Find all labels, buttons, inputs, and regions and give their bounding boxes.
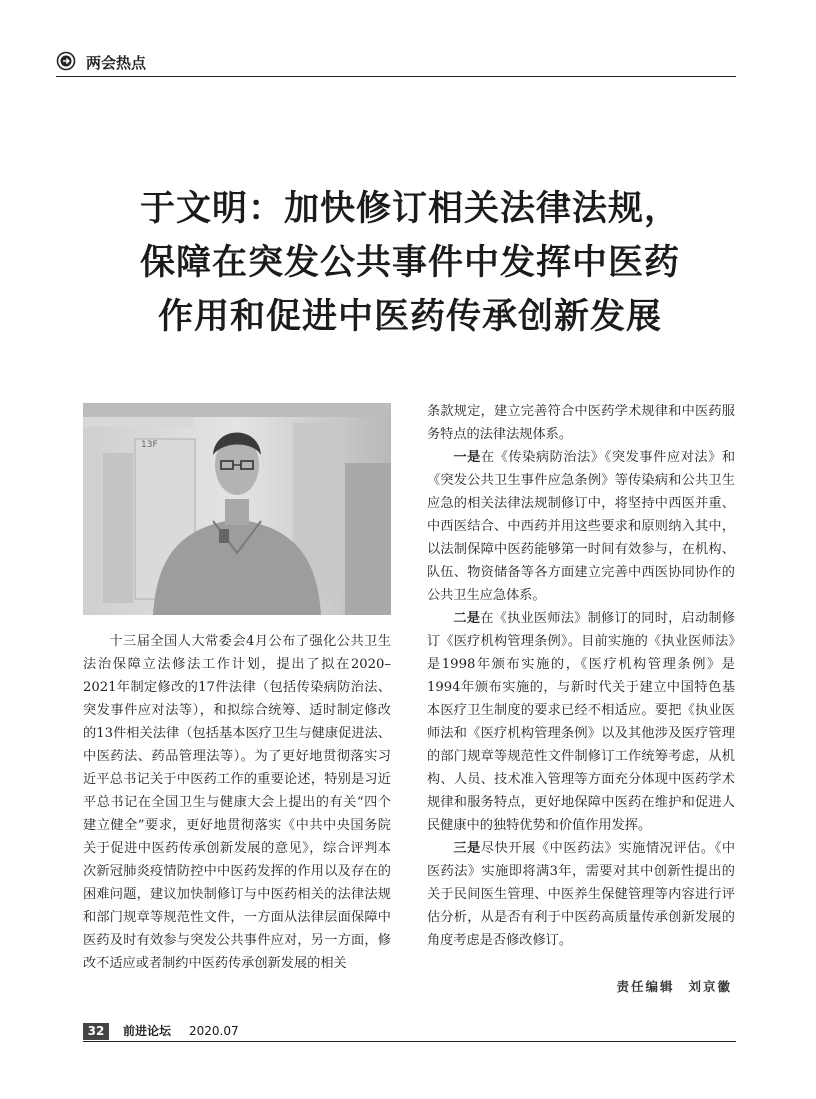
paragraph-1-continued: 条款规定，建立完善符合中医药学术规律和中医药服务特点的法律法规体系。 bbox=[427, 404, 735, 442]
section-label: 两会热点 bbox=[86, 54, 147, 72]
point-lead-3: 三是 bbox=[453, 841, 481, 856]
paragraph-4-text: 尽快开展《中医药法》实施情况评估。《中医药法》实施即将满3年，需要对其中创新性提出的关于民间医生管理、中医养生保健管理等内容进行评估分析，从是否有利于中医药高质量传承创新发展的角度考虑是否修改修订。 bbox=[427, 841, 736, 948]
page-number: 32 bbox=[83, 1023, 109, 1040]
paragraph-1: 十三届全国人大常委会4月公布了强化公共卫生法治保障立法修法工作计划，提出了拟在2020–2021年制定修改的17件法律（包括传染病防治法、突发事件应对法等），和拟综合统筹、适时制定修改的13件相关法律（包括基本医疗卫生与健康促进法、中医药法、药品管理法等）。为了更好地贯彻落实习近平总书记关于中医药工作的重要论述，特别是习近平总书记在全国卫生与健康大会上提出的有关“四个建立健全”要求，更好地贯彻落实《中共中央国务院关于促进中医药传承创新发展的意见》，综合评判本次新冠肺炎疫情防控中中医药发挥的作用以及存在的困难问题，建议加快制修订与中医药相关的法律法规和部门规章等规范性文件，一方面从法律层面保障中医药及时有效参与突发公共事件应对，另一方面，修改不适应或者制约中医药传承创新发展的相关 bbox=[83, 634, 391, 971]
editor-label: 责任编辑 bbox=[616, 979, 675, 994]
floor-sign: 13F bbox=[141, 440, 158, 450]
portrait-photo bbox=[83, 403, 391, 615]
point-lead-2: 二是 bbox=[453, 611, 481, 626]
section-header bbox=[56, 50, 736, 77]
arrow-circle-icon bbox=[56, 51, 76, 71]
editor-credit bbox=[616, 977, 732, 995]
point-lead-1: 一是 bbox=[453, 450, 481, 465]
paragraph-3 bbox=[427, 607, 735, 837]
article-column-right bbox=[427, 400, 735, 952]
title-line-1: 于文明：加快修订相关法律法规， bbox=[139, 189, 680, 229]
title-line-3: 作用和促进中医药传承创新发展 bbox=[157, 297, 662, 337]
article-column-left bbox=[83, 630, 391, 975]
paragraph-2-text: 在《传染病防治法》《突发事件应对法》和《突发公共卫生事件应急条例》等传染病和公共卫生应急的相关法律法规制修订中，将坚持中西医并重、中西医结合、中西药并用这些要求和原则纳入其中，以法制保障中医药能够第一时间有效参与，在机构、队伍、物资储备等各方面建立完善中西医协同协作的公共卫生应急体系。 bbox=[427, 450, 736, 603]
journal-name: 前进论坛 bbox=[123, 1024, 172, 1038]
page-footer bbox=[83, 1023, 736, 1042]
issue-number: 2020.07 bbox=[189, 1024, 239, 1038]
title-line-2: 保障在突发公共事件中发挥中医药 bbox=[139, 243, 680, 283]
paragraph-4 bbox=[427, 837, 735, 952]
editor-name: 刘京徽 bbox=[688, 979, 732, 994]
portrait-illustration bbox=[83, 403, 391, 615]
article-title bbox=[70, 182, 750, 344]
paragraph-3-text: 在《执业医师法》制修订的同时，启动制修订《医疗机构管理条例》。目前实施的《执业医师法》是1998年颁布实施的，《医疗机构管理条例》是1994年颁布实施的，与新时代关于建立中国特色基本医疗卫生制度的要求已经不相适应。要把《执业医师法和《医疗机构管理条例》以及其他涉及医疗管理的部门规章等规范性文件制修订工作统筹考虑，从机构、人员、技术准入管理等方面充分体现中医药学术规律和服务特点，更好地保障中医药在维护和促进人民健康中的独特优势和价值作用发挥。 bbox=[427, 611, 735, 833]
paragraph-2 bbox=[427, 446, 735, 607]
